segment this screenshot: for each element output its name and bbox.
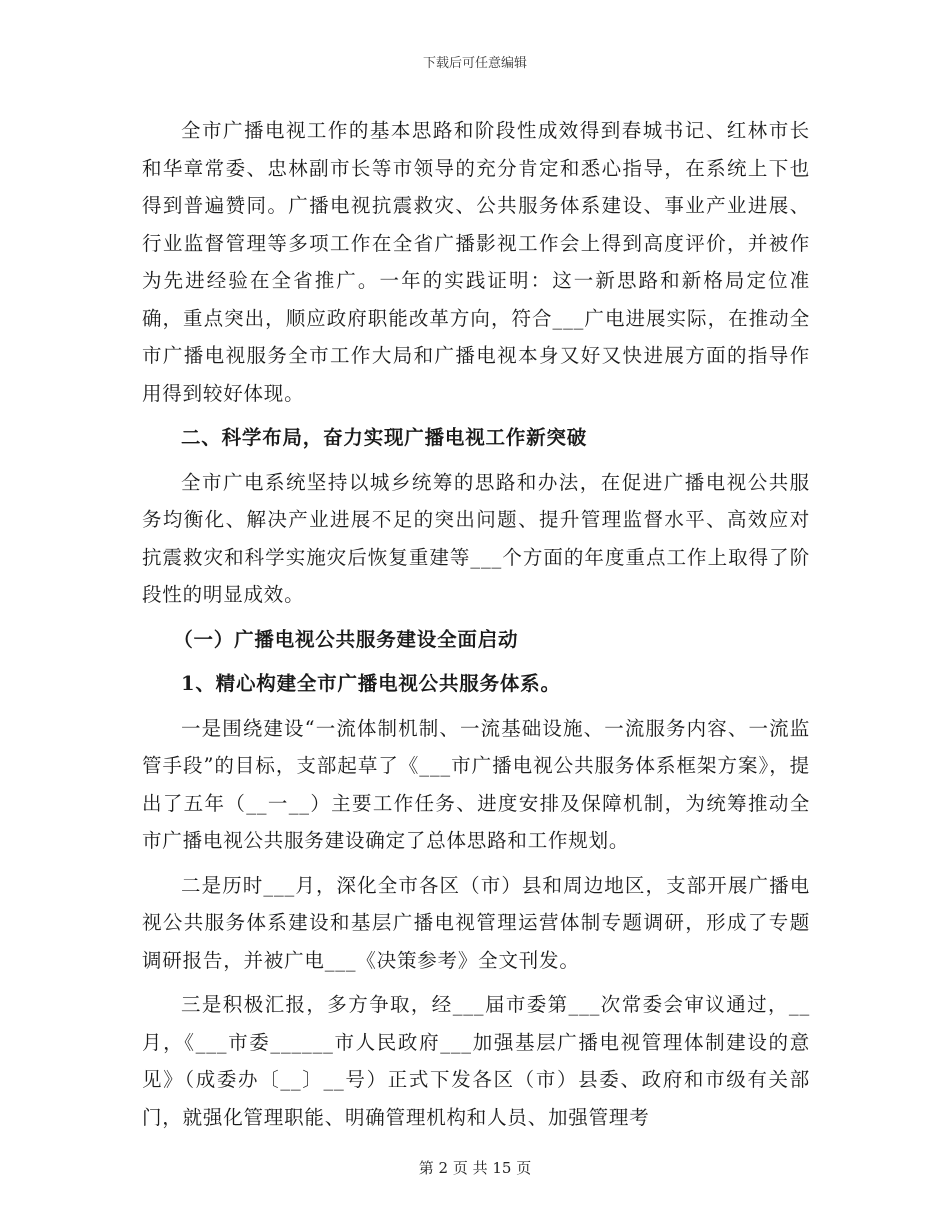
paragraph-section-two-intro: 全市广电系统坚持以城乡统筹的思路和办法，在促进广播电视公共服务均衡化、解决产业进展不足的突出问题、提升管理监督水平、高效应对抗震救灾和科学实施灾后恢复重建等___个方面的年度重点工作上取得了阶段性的明显成效。 xyxy=(142,470,810,606)
paragraph-point-two: 二是历时___月，深化全市各区（市）县和周边地区，支部开展广播电视公共服务体系建设和基层广播电视管理运营体制专题调研，形成了专题调研报告，并被广电___《决策参考》全文刊发。 xyxy=(142,873,810,972)
subsection-heading-one: （一）广播电视公共服务建设全面启动 xyxy=(173,627,519,651)
paragraph-point-three: 三是积极汇报，多方争取，经___届市委第___次常委会审议通过，__月，《___市委______市人民政府___加强基层广播电视管理体制建设的意见》（成委办〔__〕__号）正式下发各区（市）县委、政府和市级有关部门，就强化管理职能、明确管理机构和人员、加强管理考 xyxy=(142,993,810,1129)
item-heading-one: 1、精心构建全市广播电视公共服务体系。 xyxy=(181,672,561,695)
paragraph-point-one: 一是围绕建设“一流体制机制、一流基础设施、一流服务内容、一流监管手段”的目标，支部起草了《___市广播电视公共服务体系框架方案》，提出了五年（__一__）主要工作任务、进度安排及保障机制，为统筹推动全市广播电视公共服务建设确定了总体思路和工作规划。 xyxy=(142,716,810,852)
section-heading-two: 二、科学布局，奋力实现广播电视工作新突破 xyxy=(181,426,588,449)
page-number: 第 2 页 共 15 页 xyxy=(418,1159,532,1177)
paragraph-summary: 全市广播电视工作的基本思路和阶段性成效得到春城书记、红林市长和华章常委、忠林副市长等市领导的充分肯定和悉心指导，在系统上下也得到普遍赞同。广播电视抗震救灾、公共服务体系建设、事业产业进展、行业监督管理等多项工作在全省广播影视工作会上得到高度评价，并被作为先进经验在全省推广。一年的实践证明：这一新思路和新格局定位准确，重点突出，顺应政府职能改革方向，符合___广电进展实际，在推动全市广播电视服务全市工作大局和广播电视本身又好又快进展方面的指导作用得到较好体现。 xyxy=(142,119,810,405)
document-body xyxy=(142,112,810,1136)
page-header-note: 下载后可任意编辑 xyxy=(422,56,527,71)
